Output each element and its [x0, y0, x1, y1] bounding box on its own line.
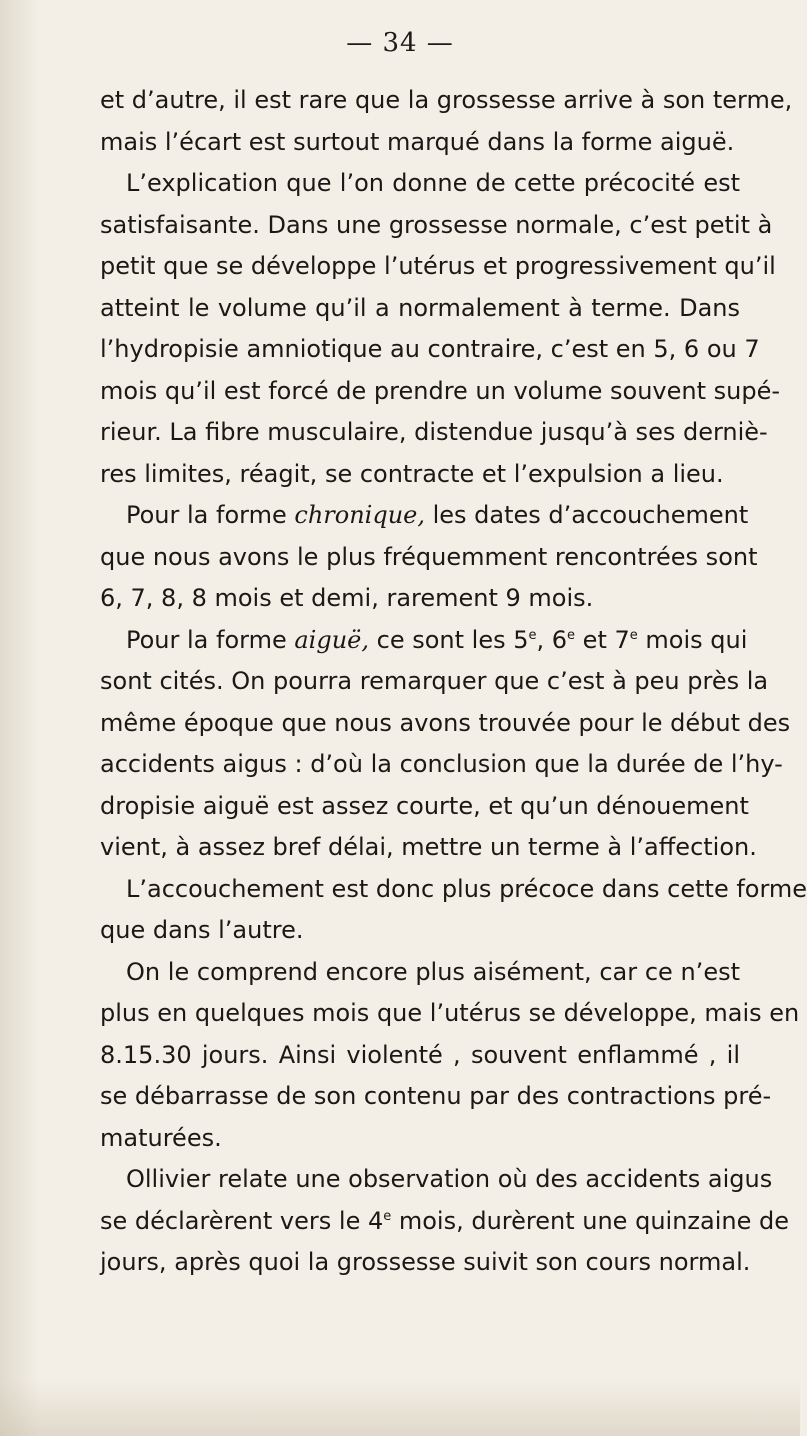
- text-run: Pour la forme: [126, 625, 295, 654]
- text-line: 8.15.30 jours. Ainsi violenté , souvent enflammé , il: [100, 1040, 740, 1069]
- text-line: mois qu’il est forcé de prendre un volume souvent supé-: [100, 376, 781, 405]
- text-line: maturées.: [100, 1123, 222, 1152]
- text-line: atteint le volume qu’il a normalement à terme. Dans: [100, 293, 740, 322]
- text-line: L’explication que l’on donne de cette précocité est: [126, 169, 740, 197]
- text-line: Ollivier relate une observation où des accidents aigus: [126, 1165, 773, 1193]
- text-line: sont cités. On pourra remarquer que c’est à peu près la: [100, 667, 769, 695]
- text-line: [100, 495, 749, 537]
- body-text: [100, 80, 807, 1284]
- text-line: rieur. La fibre musculaire, distendue jusqu’à ses derniè-: [100, 418, 768, 446]
- text-line: et d’autre, il est rare que la grossesse arrive à son terme,: [100, 86, 793, 114]
- text-line: petit que se développe l’utérus et progressivement qu’il: [100, 252, 776, 280]
- text-line: [100, 1201, 789, 1243]
- text-line: que dans l’autre.: [100, 916, 304, 944]
- text-line: mais l’écart est surtout marqué dans la forme aiguë.: [100, 127, 735, 156]
- text-line: même époque que nous avons trouvée pour le début des: [100, 708, 791, 737]
- text-line: l’hydropisie amniotique au contraire, c’est en 5, 6 ou 7: [100, 335, 760, 363]
- text-line: res limites, réagit, se contracte et l’expulsion a lieu.: [100, 459, 724, 488]
- superscript: e: [567, 627, 576, 643]
- italic-term: chronique,: [294, 501, 425, 529]
- text-run: et 7: [575, 625, 630, 654]
- italic-term: aiguë,: [294, 625, 370, 654]
- text-line: accidents aigus : d’où la conclusion que la durée de l’hy-: [100, 750, 783, 778]
- page-number: — 34 —: [346, 28, 454, 58]
- text-run: mois qui: [637, 625, 748, 654]
- text-line: [100, 620, 748, 662]
- text-run: les dates d’accouchement: [424, 501, 749, 529]
- text-line: 6, 7, 8, 8 mois et demi, rarement 9 mois.: [100, 584, 594, 612]
- text-line: plus en quelques mois que l’utérus se développe, mais en: [100, 999, 800, 1027]
- superscript: e: [629, 627, 638, 643]
- text-line: vient, à assez bref délai, mettre un terme à l’affection.: [100, 833, 757, 861]
- superscript: e: [528, 627, 537, 643]
- text-line: se débarrasse de son contenu par des contractions pré-: [100, 1082, 772, 1110]
- text-line: que nous avons le plus fréquemment rencontrées sont: [100, 542, 758, 571]
- text-line: dropisie aiguë est assez courte, et qu’un dénouement: [100, 791, 749, 820]
- text-line: On le comprend encore plus aisément, car ce n’est: [126, 957, 740, 986]
- text-run: mois, durèrent une quinzaine de: [391, 1206, 789, 1235]
- text-run: , 6: [536, 625, 568, 654]
- text-line: satisfaisante. Dans une grossesse normale, c’est petit à: [100, 210, 773, 239]
- text-line: L’accouchement est donc plus précoce dans cette forme: [126, 874, 807, 903]
- text-run: ce sont les 5: [369, 625, 529, 654]
- text-run: Pour la forme: [126, 501, 295, 529]
- text-line: jours, après quoi la grossesse suivit son cours normal.: [100, 1248, 751, 1276]
- text-run: se déclarèrent vers le 4: [100, 1206, 384, 1235]
- superscript: e: [383, 1208, 392, 1224]
